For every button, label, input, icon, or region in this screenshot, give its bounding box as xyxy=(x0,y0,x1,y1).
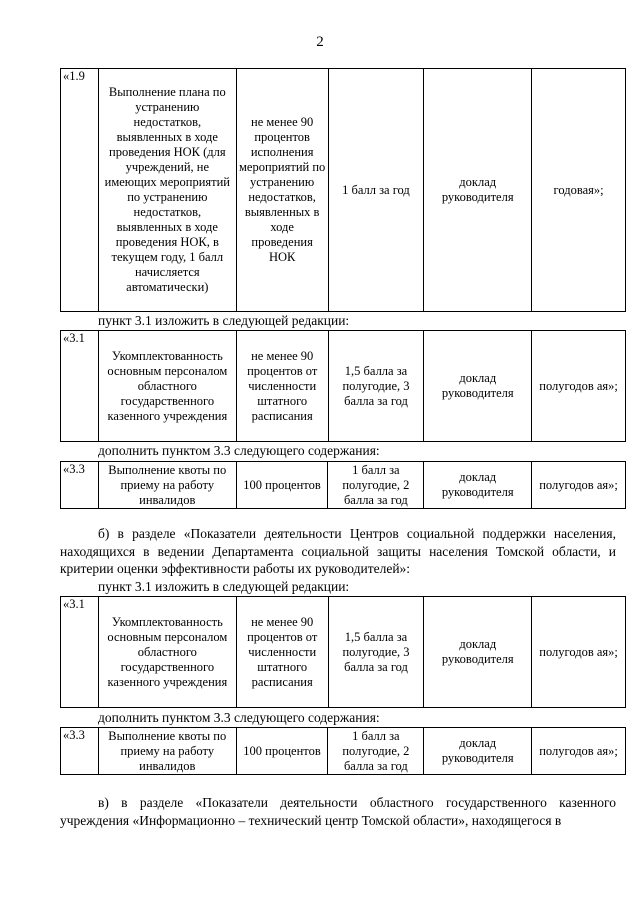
target-value: не менее 90 процентов от численности штатного расписания xyxy=(236,597,328,708)
indicator-name: Укомплектованность основным персоналом областного государственного казенного учреждения xyxy=(98,597,236,708)
item-number: «3.1 xyxy=(61,597,99,708)
table-item-1-9 xyxy=(60,68,626,312)
score: 1,5 балла за полугодие, 3 балла за год xyxy=(328,597,424,708)
target-value: не менее 90 процентов исполнения мероприятий по устранению недостатков, выявленных в ходе проведения НОК xyxy=(236,69,328,312)
periodicity: полугодов ая»; xyxy=(532,331,626,442)
indicator-name: Выполнение квоты по приему на работу инвалидов xyxy=(98,462,236,509)
table-row xyxy=(61,462,626,509)
table-item-3-3-first xyxy=(60,461,626,509)
report-form: доклад руководителя xyxy=(424,462,532,509)
table-item-3-1-first xyxy=(60,330,626,442)
periodicity: полугодов ая»; xyxy=(532,462,626,509)
item-number: «3.3 xyxy=(61,728,99,775)
score: 1,5 балла за полугодие, 3 балла за год xyxy=(328,331,424,442)
indicator-name: Укомплектованность основным персоналом областного государственного казенного учреждения xyxy=(98,331,236,442)
periodicity: годовая»; xyxy=(532,69,626,312)
report-form: доклад руководителя xyxy=(424,69,532,312)
report-form: доклад руководителя xyxy=(424,728,532,775)
target-value: не менее 90 процентов от численности штатного расписания xyxy=(236,331,328,442)
score: 1 балл за год xyxy=(328,69,424,312)
page-number: 2 xyxy=(316,34,324,50)
paragraph-b: б) в разделе «Показатели деятельности Центров социальной поддержки населения, находящихся в ведении Департамента социальной защиты населения Томской области, и критерии оценки эффективности работы их руководителей»: xyxy=(60,526,616,576)
instruction-note: дополнить пунктом 3.3 следующего содержания: xyxy=(98,710,380,725)
instruction-note: пункт 3.1 изложить в следующей редакции: xyxy=(98,579,350,594)
indicator-name: Выполнение плана по устранению недостатков, выявленных в ходе проведения НОК (для учреждений, не имеющих мероприятий по устранению недостатков, выявленных в ходе проведения НОК, в текущем году, 1 балл начисляется автоматически) xyxy=(98,69,236,312)
item-number: «3.3 xyxy=(61,462,99,509)
report-form: доклад руководителя xyxy=(424,331,532,442)
table-item-3-1-second xyxy=(60,596,626,708)
score: 1 балл за полугодие, 2 балла за год xyxy=(328,728,424,775)
periodicity: полугодов ая»; xyxy=(532,597,626,708)
indicator-name: Выполнение квоты по приему на работу инвалидов xyxy=(98,728,236,775)
item-number: «3.1 xyxy=(61,331,99,442)
target-value: 100 процентов xyxy=(236,728,328,775)
table-item-3-3-second xyxy=(60,727,626,775)
item-number: «1.9 xyxy=(61,69,99,312)
table-row xyxy=(61,331,626,442)
instruction-note: пункт 3.1 изложить в следующей редакции: xyxy=(98,313,350,328)
target-value: 100 процентов xyxy=(236,462,328,509)
paragraph-v: в) в разделе «Показатели деятельности областного государственного казенного учреждения «Информационно – технический центр Томской области», находящегося в xyxy=(60,795,616,828)
table-row xyxy=(61,728,626,775)
periodicity: полугодов ая»; xyxy=(532,728,626,775)
instruction-note: дополнить пунктом 3.3 следующего содержания: xyxy=(98,443,380,458)
score: 1 балл за полугодие, 2 балла за год xyxy=(328,462,424,509)
table-row xyxy=(61,597,626,708)
table-row xyxy=(61,69,626,312)
report-form: доклад руководителя xyxy=(424,597,532,708)
